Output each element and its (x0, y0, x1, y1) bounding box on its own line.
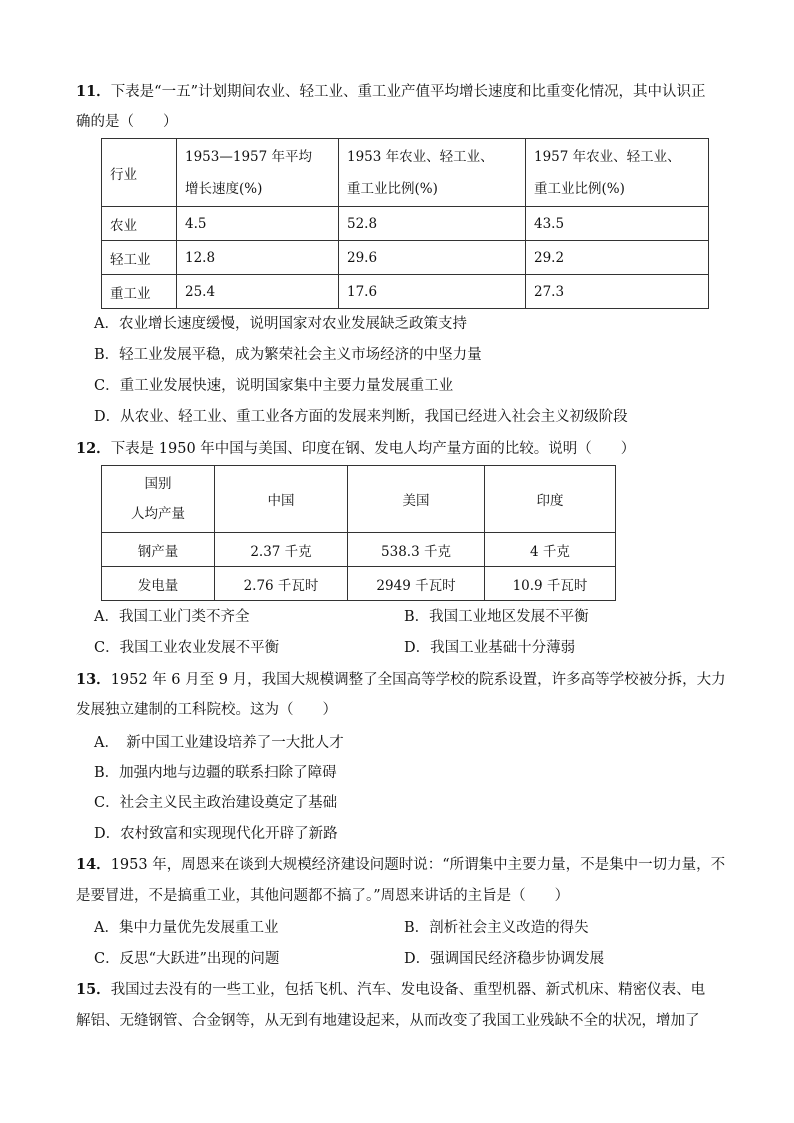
question-11-line2: 确的是（ ） (76, 114, 178, 130)
table-row (102, 241, 709, 275)
question-12-option-b[interactable]: B．我国工业地区发展不平衡 (404, 609, 589, 625)
table-header-row (102, 139, 709, 207)
header-cell: 美国 (348, 466, 485, 533)
header-cell: 中国 (215, 466, 348, 533)
header-cell: 印度 (485, 466, 616, 533)
table-cell: 538.3 千克 (348, 533, 485, 567)
table-cell: 12.8 (177, 241, 339, 275)
question-14-line2: 是要冒进，不是搞重工业，其他问题都不搞了。”周恩来讲话的主旨是（ ） (76, 888, 570, 904)
table-cell: 43.5 (526, 207, 709, 241)
table-row (102, 275, 709, 309)
question-14-number: 14． (76, 856, 111, 873)
table-cell: 4.5 (177, 207, 339, 241)
table-cell: 轻工业 (102, 241, 177, 275)
question-12-line1: 12．下表是 1950 年中国与美国、印度在钢、发电人均产量方面的比较。说明（ ） (76, 440, 636, 457)
question-14-option-a[interactable]: A．集中力量优先发展重工业 (94, 920, 279, 936)
table-cell: 2.37 千克 (215, 533, 348, 567)
question-13-option-c[interactable]: C．社会主义民主政治建设奠定了基础 (94, 795, 338, 811)
table-cell: 农业 (102, 207, 177, 241)
table-cell: 4 千克 (485, 533, 616, 567)
question-12-option-d[interactable]: D．我国工业基础十分薄弱 (404, 640, 576, 656)
question-14-line1: 14．1953 年，周恩来在谈到大规模经济建设问题时说：“所谓集中主要力量，不是集中一切力量，不 (76, 856, 726, 873)
question-13-line2: 发展独立建制的工科院校。这为（ ） (76, 702, 337, 718)
question-11-option-c[interactable]: C．重工业发展快速，说明国家集中主要力量发展重工业 (94, 378, 454, 394)
question-12-option-c[interactable]: C．我国工业农业发展不平衡 (94, 640, 280, 656)
header-cell: 1953 年农业、轻工业、 重工业比例(%) (339, 139, 526, 207)
table-cell: 29.6 (339, 241, 526, 275)
table-cell: 钢产量 (102, 533, 215, 567)
question-11-line1: 11．下表是“一五”计划期间农业、轻工业、重工业产值平均增长速度和比重变化情况，其中认识正 (76, 83, 706, 100)
question-12-number: 12． (76, 440, 111, 457)
header-cell: 1953—1957 年平均 增长速度(%) (177, 139, 339, 207)
table-header-row (102, 466, 616, 533)
question-13-option-b[interactable]: B．加强内地与边疆的联系扫除了障碍 (94, 765, 337, 781)
table-row (102, 533, 616, 567)
question-14-option-c[interactable]: C．反思“大跃进”出现的问题 (94, 951, 280, 967)
table-cell: 重工业 (102, 275, 177, 309)
question-15-number: 15． (76, 981, 111, 998)
question-15-line1: 15．我国过去没有的一些工业，包括飞机、汽车、发电设备、重型机器、新式机床、精密仪表、电 (76, 981, 706, 998)
table-cell: 27.3 (526, 275, 709, 309)
question-11-option-b[interactable]: B．轻工业发展平稳，成为繁荣社会主义市场经济的中坚力量 (94, 347, 482, 363)
question-12-table (101, 465, 616, 601)
question-11-table (101, 138, 709, 309)
question-13-option-a[interactable]: A． 新中国工业建设培养了一大批人才 (94, 735, 344, 751)
corner-cell: 国别 人均产量 (102, 466, 215, 533)
table-cell: 25.4 (177, 275, 339, 309)
question-13-option-d[interactable]: D．农村致富和实现现代化开辟了新路 (94, 826, 338, 842)
question-14-option-d[interactable]: D．强调国民经济稳步协调发展 (404, 951, 605, 967)
table-row (102, 567, 616, 601)
table-cell: 29.2 (526, 241, 709, 275)
table-cell: 52.8 (339, 207, 526, 241)
table-cell: 2949 千瓦时 (348, 567, 485, 601)
question-13-line1: 13．1952 年 6 月至 9 月，我国大规模调整了全国高等学校的院系设置，许多高等学校被分拆，大力 (76, 671, 726, 688)
table-row (102, 207, 709, 241)
question-11-number: 11． (76, 83, 111, 100)
question-13-number: 13． (76, 671, 111, 688)
question-11-option-a[interactable]: A．农业增长速度缓慢，说明国家对农业发展缺乏政策支持 (94, 316, 467, 332)
table-cell: 10.9 千瓦时 (485, 567, 616, 601)
question-12-option-a[interactable]: A．我国工业门类不齐全 (94, 609, 250, 625)
table-cell: 2.76 千瓦时 (215, 567, 348, 601)
question-15-line2: 解铝、无缝钢管、合金钢等，从无到有地建设起来，从而改变了我国工业残缺不全的状况，增加了 (76, 1013, 700, 1029)
table-cell: 发电量 (102, 567, 215, 601)
question-14-option-b[interactable]: B．剖析社会主义改造的得失 (404, 920, 589, 936)
question-11-option-d[interactable]: D．从农业、轻工业、重工业各方面的发展来判断，我国已经进入社会主义初级阶段 (94, 409, 628, 425)
header-cell: 1957 年农业、轻工业、 重工业比例(%) (526, 139, 709, 207)
table-cell: 17.6 (339, 275, 526, 309)
header-cell: 行业 (102, 139, 177, 207)
